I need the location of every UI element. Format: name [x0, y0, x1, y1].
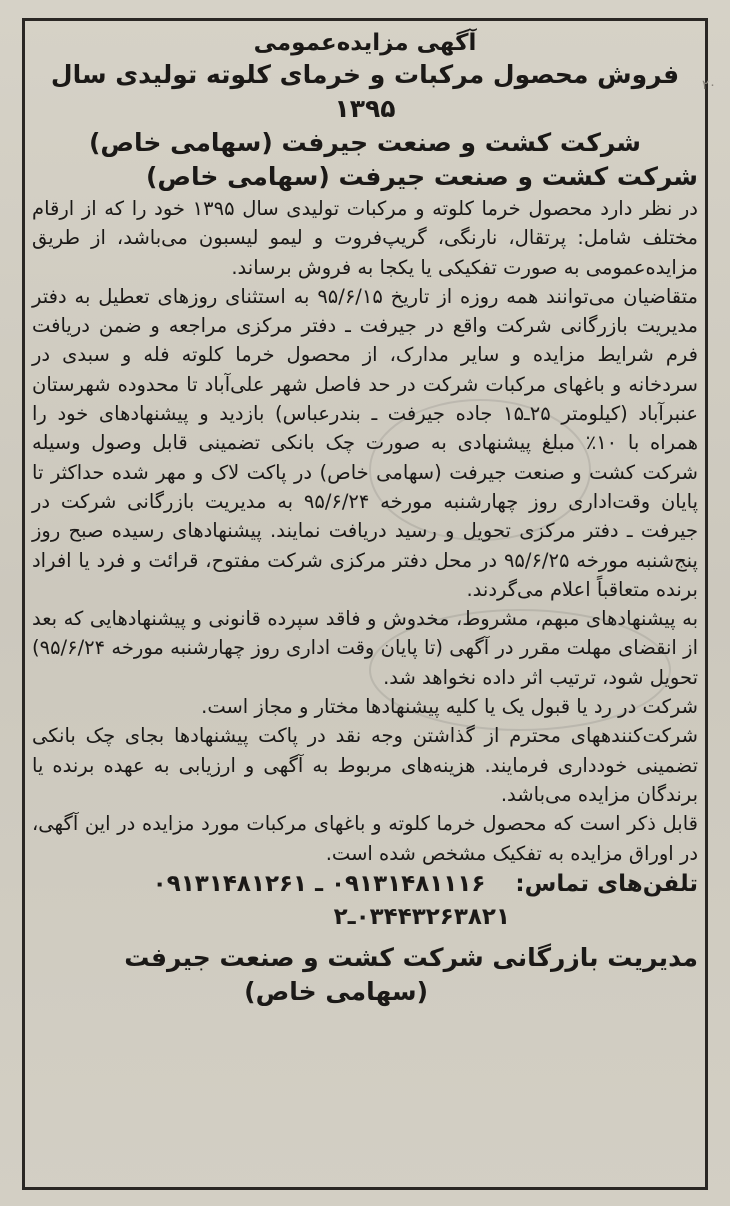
- paragraph-4: شرکت در رد یا قبول یک یا کلیه پیشنهادها مختار و مجاز است.: [201, 695, 698, 719]
- ad-company: شرکت کشت و صنعت جیرفت (سهامی خاص): [88, 128, 642, 157]
- paragraph-3: به پیشنهادهای مبهم، مشروط، مخدوش و فاقد سپرده قانونی و پیشنهادهایی که بعد از انقضای مهلت مقرر در آگهی (تا پایان وقت اداری روز چهارشنبه مورخه ۹۵/۶/۲۴) تحویل شود، ترتیب اثر داده نخواهد شد.: [32, 607, 698, 689]
- phone-number-landline: ۰۳۴۴۳۲۶۳۸۲۱ـ۲: [333, 903, 510, 930]
- contact-phones: [32, 868, 698, 901]
- paragraph-2: متقاضیان می‌توانند همه روزه از تاریخ ۹۵/۶/۱۵ به استثنای روزهای تعطیل به دفتر مدیریت بازرگانی شرکت واقع در جیرفت ـ دفتر مرکزی مراجعه و ضمن دریافت فرم شرایط مزایده و سایر مدارک، از محصول خرما کلوته فله و سبدی در سردخانه و باغهای مرکبات شرکت در حد فاصل شهر علی‌آباد تا محدوده شهرستان عنبرآباد (کیلومتر ۲۵ـ۱۵ جاده جیرفت ـ بندرعباس) بازدید و پیشنهادهای خود را همراه با ۱۰٪ مبلغ پیشنهادی به صورت چک بانکی تضمینی قابل وصول وسیله شرکت کشت و صنعت جیرفت (سهامی خاص) در پاکت لاک و مهر شده حداکثر تا پایان وقت‌اداری روز چهارشنبه مورخه ۹۵/۶/۲۴ به مدیریت بازرگانی شرکت در جیرفت ـ دفتر مرکزی تحویل و رسید دریافت نمایند. پیشنهادهای رسیده صبح روز پنج‌شنبه مورخه ۹۵/۶/۲۵ در محل دفتر مرکزی شرکت مفتوح، قرائت و فرد یا افراد برنده متعاقباً اعلام می‌گردند.: [32, 284, 699, 601]
- phone-numbers-mobile: ۰۹۱۳۱۴۸۱۱۱۶ ـ ۰۹۱۳۱۴۸۱۲۶۱: [152, 870, 486, 897]
- paragraph-1: در نظر دارد محصول خرما کلوته و مرکبات تولیدی سال ۱۳۹۵ خود را که از ارقام مختلف شامل: پرتقال، نارنگی، گریپ‌فروت و لیمو لیسبون می‌باشد، از طریق مزایده‌عمومی به صورت تفکیکی یا یکجا به فروش برساند.: [32, 197, 698, 279]
- contact-label: تلفن‌های تماس:: [515, 870, 698, 897]
- body-company-intro: شرکت کشت و صنعت جیرفت (سهامی خاص): [145, 162, 698, 191]
- signature-line: مدیریت بازرگانی شرکت کشت و صنعت جیرفت: [124, 942, 698, 972]
- corner-number: ۲۰: [702, 78, 716, 93]
- paragraph-6: قابل ذکر است که محصول خرما کلوته و باغهای مرکبات مورد مزایده در این آگهی، در اوراق مزایده به تفکیک مشخص شده است.: [32, 812, 698, 865]
- auction-advertisement: [32, 28, 698, 1008]
- signature-company-type: (سهامی خاص): [244, 976, 428, 1006]
- ad-title: آگهی مزایده‌عمومی: [253, 30, 477, 56]
- ad-subject: فروش محصول مرکبات و خرمای کلوته تولیدی سال ۱۳۹۵: [50, 60, 680, 123]
- paragraph-5: شرکت‌کنندههای محترم از گذاشتن وجه نقد در پاکت پیشنهادها بجای چک بانکی تضمینی خودداری فرمایند. هزینه‌های مربوط به آگهی و ارزیابی به عهده برنده یا برندگان مزایده می‌باشد.: [32, 724, 698, 806]
